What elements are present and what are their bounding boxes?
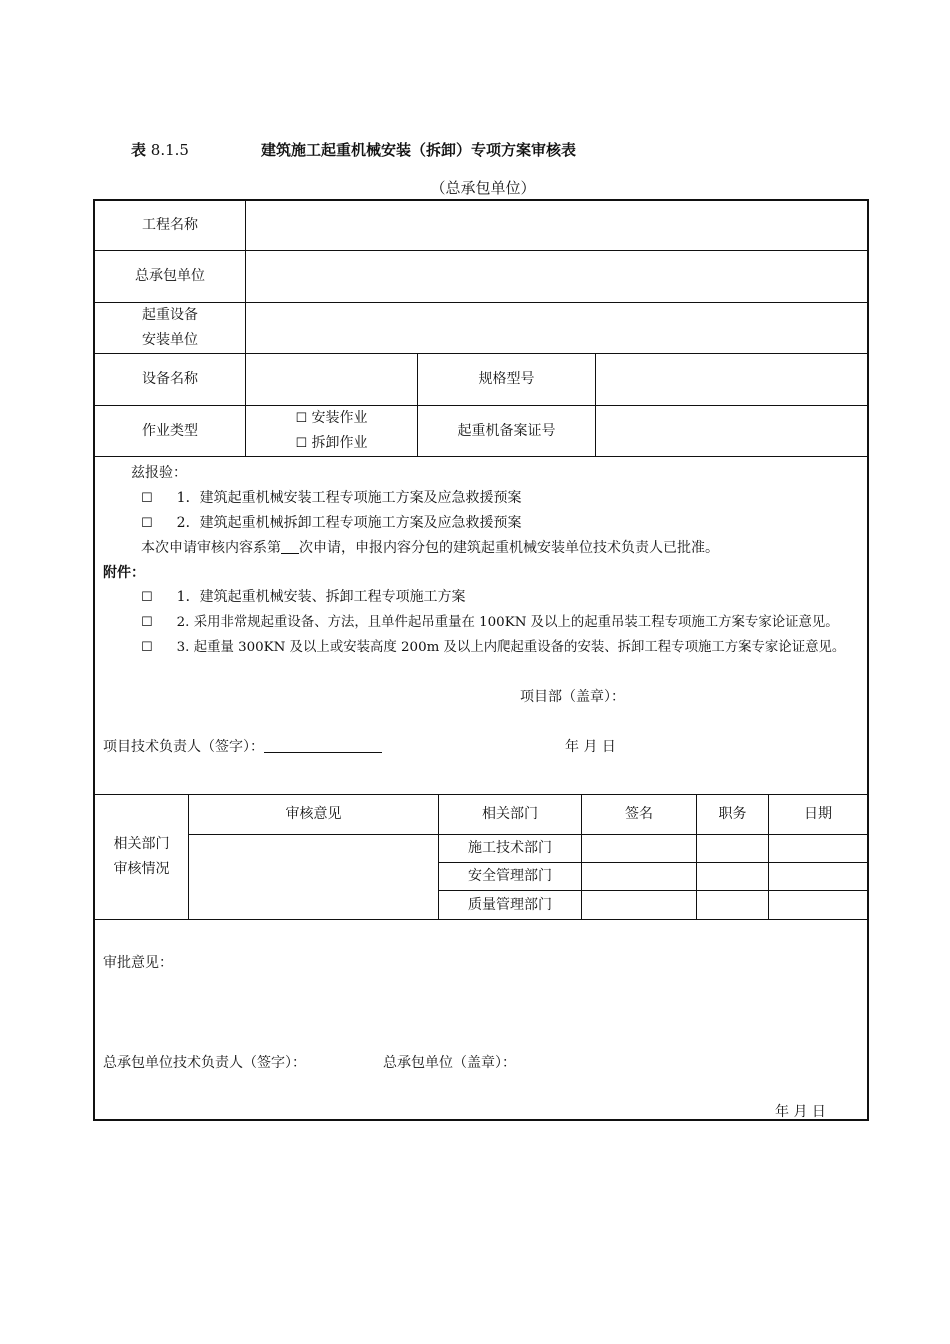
review-position-field[interactable]	[697, 891, 768, 919]
review-dept-safety: 安全管理部门	[468, 868, 552, 884]
project-dept-seal: 项目部（盖章）：	[520, 689, 625, 705]
review-col-position: 职务	[718, 806, 747, 822]
review-date-field[interactable]	[769, 891, 867, 919]
approval-tech-lead-sign: 总承包单位技术负责人（签字）：	[103, 1055, 306, 1071]
spec-model-label: 规格型号	[478, 371, 535, 387]
work-type-remove-label: 拆卸作业	[311, 435, 368, 451]
review-side-label-line2: 审核情况	[113, 861, 170, 877]
project-name-field[interactable]	[246, 201, 867, 250]
review-dept-construction-tech: 施工技术部门	[468, 840, 552, 856]
table-number-value: 8.1.5	[150, 141, 189, 159]
review-col-date: 日期	[804, 806, 832, 822]
spec-model-field[interactable]	[596, 354, 867, 405]
checkbox-icon[interactable]: ☐	[141, 640, 153, 655]
checkbox-icon[interactable]: ☐	[141, 516, 153, 531]
crane-record-label: 起重机备案证号	[457, 422, 556, 439]
install-unit-label	[95, 303, 245, 353]
attachment-item-text: 1．建筑起重机械安装、拆卸工程专项施工方案	[176, 589, 466, 605]
approval-unit-seal: 总承包单位（盖章）：	[383, 1055, 516, 1071]
review-dept-quality: 质量管理部门	[468, 896, 552, 913]
review-col-opinion: 审核意见	[285, 806, 342, 822]
form-subtitle: （总承包单位）	[430, 179, 536, 197]
form-title: 建筑施工起重机械安装（拆卸）专项方案审核表	[261, 141, 577, 159]
crane-record-field[interactable]	[596, 406, 867, 456]
attachment-item-text: 2. 采用非常规起重设备、方法，且单件起吊重量在 100KN 及以上的起重吊装工程专项施工方案专家论证意见。	[176, 615, 839, 630]
review-signature-field[interactable]	[582, 835, 696, 862]
table-prefix: 表	[131, 141, 147, 159]
checkbox-icon[interactable]: ☐	[141, 615, 153, 630]
submission-intro: 兹报验：	[131, 465, 187, 481]
attachment-item-text: 3. 起重量 300KN 及以上或安装高度 200m 及以上内爬起重设备的安装、拆卸工程专项施工方案专家论证意见。	[176, 640, 846, 655]
general-contractor-field[interactable]	[246, 251, 867, 302]
review-opinion-field[interactable]	[189, 835, 438, 919]
tech-lead-signature-field[interactable]	[264, 738, 382, 753]
approval-label: 审批意见：	[103, 955, 173, 971]
install-unit-label-line2: 安装单位	[142, 332, 198, 348]
row-divider	[95, 919, 867, 920]
general-contractor-label: 总承包单位	[135, 268, 205, 284]
equipment-name-field[interactable]	[246, 354, 417, 405]
review-col-signature: 签名	[625, 806, 653, 822]
review-side-label-line1: 相关部门	[113, 836, 170, 852]
review-position-field[interactable]	[697, 863, 768, 890]
work-type-install-label: 安装作业	[311, 410, 368, 426]
review-signature-field[interactable]	[582, 863, 696, 890]
checkbox-icon[interactable]: ☐	[295, 436, 308, 451]
attachments-label: 附件：	[103, 565, 145, 581]
install-unit-label-line1: 起重设备	[142, 307, 198, 323]
row-divider	[95, 456, 867, 457]
review-col-department: 相关部门	[482, 806, 538, 822]
review-signature-field[interactable]	[582, 891, 696, 919]
submission-statement	[141, 537, 719, 557]
work-type-install-option[interactable]	[295, 406, 367, 431]
review-side-label	[95, 795, 188, 919]
work-type-options	[246, 406, 417, 456]
submission-count-field[interactable]	[281, 539, 299, 554]
checkbox-icon[interactable]: ☐	[141, 590, 153, 605]
approval-date: 年 月 日	[775, 1104, 826, 1120]
table-number	[131, 139, 189, 160]
checkbox-icon[interactable]: ☐	[295, 411, 308, 426]
submission-item-text: 2．建筑起重机械拆卸工程专项施工方案及应急救援预案	[176, 515, 522, 531]
work-type-label: 作业类型	[142, 422, 198, 439]
tech-lead-sign-row	[103, 736, 382, 756]
attachment-item-1	[141, 586, 466, 606]
form-table	[93, 199, 869, 1121]
submission-item-text: 1．建筑起重机械安装工程专项施工方案及应急救援预案	[176, 490, 522, 506]
tech-lead-sign-label: 项目技术负责人（签字）：	[103, 739, 264, 755]
submission-item-2	[141, 512, 522, 532]
attachment-item-2	[141, 611, 839, 630]
equipment-name-label: 设备名称	[142, 371, 198, 387]
review-date-field[interactable]	[769, 863, 867, 890]
statement-after: 次申请，申报内容分包的建筑起重机械安装单位技术负责人已批准。	[299, 540, 719, 556]
submission-date: 年 月 日	[565, 739, 616, 755]
project-name-label: 工程名称	[142, 217, 198, 233]
install-unit-field[interactable]	[246, 303, 867, 353]
submission-item-1	[141, 487, 522, 507]
checkbox-icon[interactable]: ☐	[141, 491, 153, 506]
review-position-field[interactable]	[697, 835, 768, 862]
title-row	[0, 139, 950, 161]
work-type-remove-option[interactable]	[295, 431, 367, 456]
statement-before: 本次申请审核内容系第	[141, 540, 281, 556]
attachment-item-3	[141, 636, 845, 655]
review-date-field[interactable]	[769, 835, 867, 862]
